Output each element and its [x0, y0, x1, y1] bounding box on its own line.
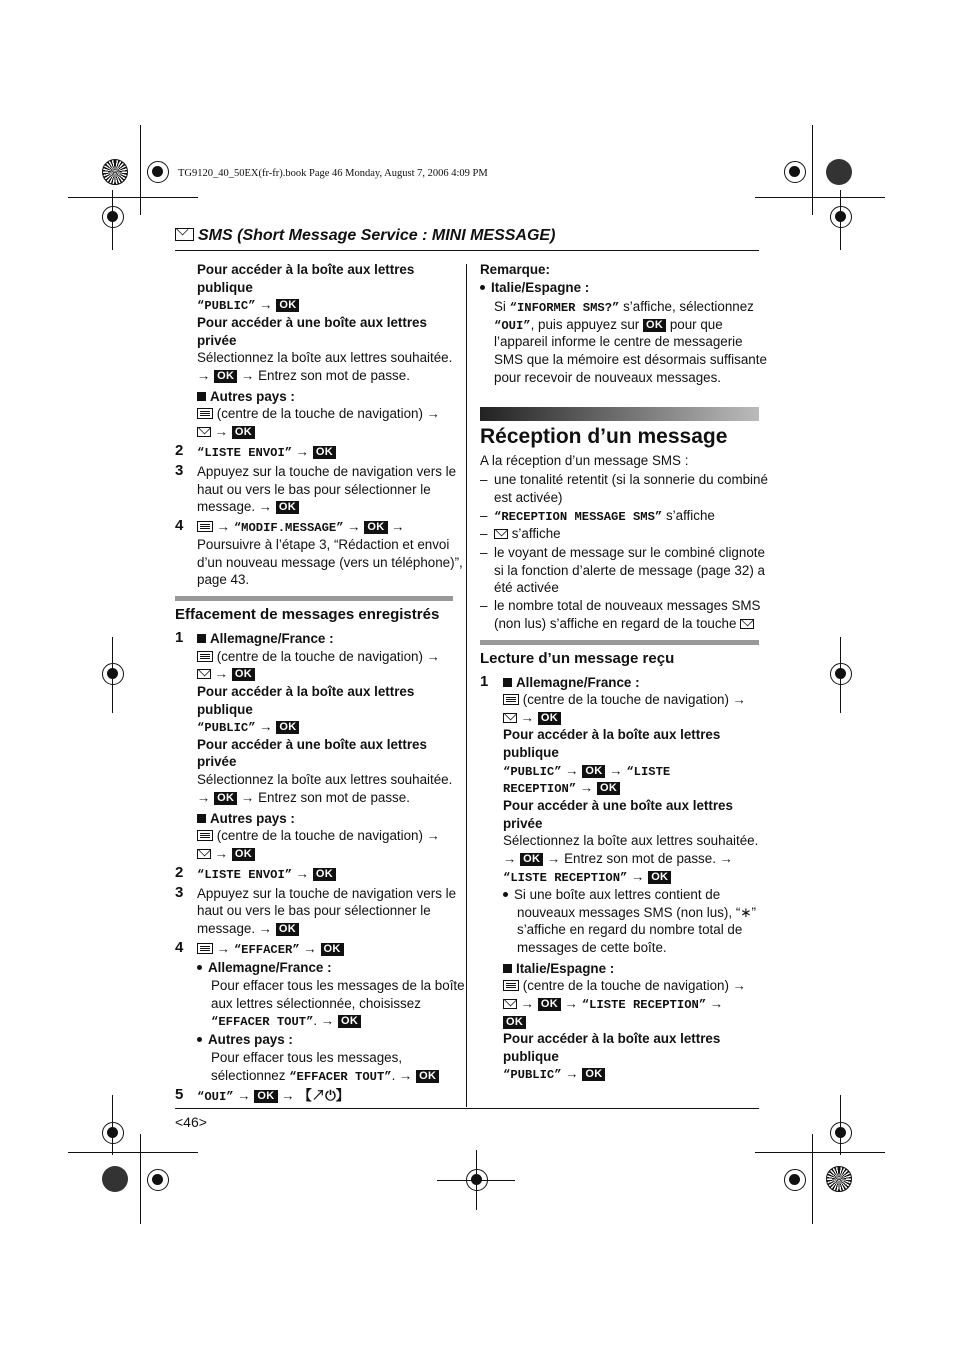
effacer: “EFFACER” — [233, 943, 300, 957]
dash: – — [480, 472, 488, 487]
s-affiche: s’affiche — [665, 508, 715, 523]
dash: – — [480, 526, 488, 541]
priv-access: Pour accéder à une boîte aux lettres — [197, 315, 427, 330]
ok-key: OK — [214, 792, 237, 805]
envelope-icon — [503, 999, 517, 1009]
menu-key-icon — [503, 694, 519, 705]
read-heading: Lecture d’un message reçu — [480, 650, 675, 667]
oui: “OUI” — [494, 319, 531, 333]
nav-center: (centre de la touche de navigation) — [522, 692, 729, 707]
footer-rule — [175, 1108, 759, 1109]
erase-o-b: sélectionnez — [211, 1068, 286, 1083]
step-number: 1 — [175, 629, 184, 646]
step3-a: Appuyez sur la touche de navigation vers le — [197, 464, 457, 479]
step3-a: Appuyez sur la touche de navigation vers le — [197, 886, 457, 901]
erase-o-a: Pour effacer tous les messages, — [211, 1050, 403, 1065]
liste-reception-line: “LISTE RECEPTION” → OK — [503, 868, 671, 887]
ok-key: OK — [276, 501, 299, 514]
crop-mark — [840, 1095, 841, 1155]
step4-line: → “MODIF.MESSAGE” → OK → — [197, 518, 405, 537]
public-liste-line: “PUBLIC” → OK → “LISTE — [503, 763, 671, 779]
enter-pw-line: → OK → Entrez son mot de passe. — [197, 790, 410, 805]
bullet5-b: (non lus) s’affiche en regard de la touche — [494, 616, 737, 631]
erase-heading: Effacement de messages enregistrés — [175, 606, 440, 623]
nav-center: (centre de la touche de navigation) — [216, 649, 423, 664]
pub-access: Pour accéder à la boîte aux lettres — [197, 684, 415, 699]
public-line: “PUBLIC” → OK — [197, 296, 299, 315]
italy-spain: Italie/Espagne : — [491, 280, 590, 295]
erase-gf-a: Pour effacer tous les messages de la boîte — [211, 978, 465, 993]
crosshair-icon — [784, 161, 806, 183]
nav-center-line: (centre de la touche de navigation) → — [503, 977, 746, 995]
ok-key: OK — [313, 868, 336, 881]
step2-line: “LISTE ENVOI” → OK — [197, 443, 336, 462]
ok-key: OK — [276, 923, 299, 936]
menu-key-icon — [197, 830, 213, 841]
star-c: s’affiche en regard du nombre total de — [517, 922, 743, 937]
menu-key-icon — [197, 943, 213, 954]
env-ok-line: → OK — [197, 845, 255, 863]
square-bullet-icon — [197, 392, 206, 401]
public-line: “PUBLIC” → OK — [503, 1065, 605, 1084]
crop-mark — [840, 637, 841, 713]
step-number: 2 — [175, 442, 184, 459]
ok-key: OK — [338, 1015, 361, 1028]
remark: Remarque: — [480, 262, 550, 277]
step-number: 2 — [175, 864, 184, 881]
remark-line-1 — [494, 298, 754, 317]
priv-access-2: privée — [197, 754, 237, 769]
public-label: “PUBLIC” — [197, 721, 256, 735]
liste-reception: “LISTE RECEPTION” — [581, 998, 707, 1012]
square-bullet-icon — [503, 964, 512, 973]
ok-key: OK — [276, 721, 299, 734]
bullet-icon — [480, 285, 485, 290]
star-a: Si une boîte aux lettres contient de — [514, 887, 721, 902]
square-bullet-icon — [197, 814, 206, 823]
enter-pw: Entrez son mot de passe. — [258, 790, 410, 805]
remark-d: l’appareil informe le centre de messagerie — [494, 334, 743, 349]
dash: – — [480, 508, 488, 523]
step3-c-line: message. → OK — [197, 498, 299, 516]
other-bullet-line — [197, 1031, 293, 1049]
effacer-tout-line: “EFFACER TOUT”. → OK — [211, 1012, 361, 1031]
liste-envoi: “LISTE ENVOI” — [197, 446, 293, 460]
bullet5-a: le nombre total de nouveaux messages SMS — [494, 598, 761, 613]
bullet4-b: si la fonction d’alerte de message (page 32) a — [494, 563, 765, 578]
bullet1-a: une tonalité retentit (si la sonnerie du combiné — [494, 472, 768, 487]
enter-pw: Entrez son mot de passe. — [258, 368, 410, 383]
crosshair-icon — [830, 663, 852, 685]
star-b: nouveaux messages SMS (non lus), “ — [517, 905, 741, 920]
envelope-icon — [197, 849, 211, 859]
crop-mark — [812, 1134, 813, 1224]
pub-access: Pour accéder à la boîte aux lettres — [503, 1031, 721, 1046]
enter-pw-line: → OK → Entrez son mot de passe. → — [503, 851, 734, 866]
dash: – — [480, 598, 488, 613]
italy-spain-line — [480, 279, 589, 297]
other-countries: Autres pays : — [210, 389, 295, 404]
public-line: “PUBLIC” → OK — [197, 718, 299, 737]
crosshair-icon — [102, 206, 124, 228]
envelope-icon — [197, 427, 211, 437]
ok-key: OK — [364, 521, 387, 534]
nav-center: (centre de la touche de navigation) — [216, 406, 423, 421]
registration-dark-circle-icon — [826, 159, 852, 185]
ok-key: OK — [643, 319, 666, 332]
remark-b: , puis appuyez sur — [530, 317, 640, 332]
germany-france: Allemagne/France : — [516, 675, 640, 690]
crop-mark — [755, 197, 885, 198]
step3-b: haut ou vers le bas pour sélectionner le — [197, 482, 431, 497]
ok-key: OK — [321, 943, 344, 956]
crop-mark — [68, 1152, 198, 1153]
reception: RECEPTION” — [503, 782, 577, 796]
remark-e: SMS que la mémoire est désormais suffisante — [494, 352, 767, 367]
crop-mark — [68, 197, 198, 198]
crosshair-icon — [147, 1169, 169, 1191]
ok-key: OK — [313, 446, 336, 459]
public-label: “PUBLIC” — [503, 765, 562, 779]
remark-si: Si — [494, 299, 506, 314]
reception-message-sms: “RECEPTION MESSAGE SMS” — [494, 510, 663, 524]
book-header: TG9120_40_50EX(fr-fr).book Page 46 Monday, August 7, 2006 4:09 PM — [178, 168, 488, 179]
step-number: 4 — [175, 939, 184, 956]
remark-c: pour que — [669, 317, 723, 332]
section-bar — [175, 596, 453, 601]
pub-access: Pour accéder à la boîte aux lettres — [197, 262, 415, 277]
page-number: <46> — [175, 1114, 207, 1130]
liste: “LISTE — [626, 765, 671, 779]
registration-rosette-icon — [102, 159, 128, 185]
select-mailbox: Sélectionnez la boîte aux lettres souhaitée. — [503, 833, 759, 848]
ok-key: OK — [582, 765, 605, 778]
step4-line: → “EFFACER” → OK — [197, 940, 344, 959]
germany-france-line — [503, 674, 640, 692]
ok-key: OK — [538, 998, 561, 1011]
bullet5-b-line — [494, 615, 754, 633]
star-a-line — [503, 886, 720, 904]
star-b-line: nouveaux messages SMS (non lus), “∗” — [517, 905, 756, 920]
registration-rosette-icon — [826, 1166, 852, 1192]
priv-access: Pour accéder à une boîte aux lettres — [197, 737, 427, 752]
bullet3-line — [494, 525, 561, 543]
ok-key: OK — [232, 426, 255, 439]
crosshair-icon — [830, 1122, 852, 1144]
bullet-icon — [197, 965, 202, 970]
step-number: 5 — [175, 1086, 184, 1103]
italy-spain: Italie/Espagne : — [516, 961, 615, 976]
reception-ok-line: RECEPTION” → OK — [503, 779, 620, 798]
crosshair-icon — [784, 1169, 806, 1191]
oui: “OUI” — [197, 1090, 234, 1104]
germany-france: Allemagne/France : — [208, 960, 332, 975]
envelope-icon — [494, 529, 508, 539]
step-number: 4 — [175, 517, 184, 534]
env-ok-line: → OK — [197, 423, 255, 441]
priv-access: Pour accéder à une boîte aux lettres — [503, 798, 733, 813]
star-symbol: ∗ — [740, 905, 752, 920]
menu-key-icon — [197, 651, 213, 662]
enter-pw-line: → OK → Entrez son mot de passe. — [197, 368, 410, 383]
ok-key: OK — [276, 299, 299, 312]
header-rule — [175, 250, 759, 251]
bullet4-a: le voyant de message sur le combiné clignote — [494, 545, 765, 560]
reception-intro: A la réception d’un message SMS : — [480, 453, 689, 468]
step-number: 1 — [480, 673, 489, 690]
other-countries-line — [197, 388, 295, 406]
priv-access-2: privée — [503, 816, 543, 831]
step2-line: “LISTE ENVOI” → OK — [197, 865, 336, 884]
section-title: SMS (Short Message Service : MINI MESSAGE) — [175, 227, 555, 245]
title-gradient-bar — [480, 407, 759, 421]
crop-mark — [755, 1152, 885, 1153]
ok-key: OK — [232, 848, 255, 861]
step3-c: message. — [197, 499, 256, 514]
nav-center: (centre de la touche de navigation) — [522, 978, 729, 993]
gf-bullet-line — [197, 959, 332, 977]
other-countries: Autres pays : — [208, 1032, 293, 1047]
select-mailbox: Sélectionnez la boîte aux lettres souhaitée. — [197, 772, 453, 787]
env-ok-line: → OK — [503, 709, 561, 727]
ok-key: OK — [254, 1090, 277, 1103]
step4-b: d’un nouveau message (vers un téléphone)”, — [197, 555, 463, 570]
pub-access-2: publique — [197, 280, 253, 295]
public-label: “PUBLIC” — [197, 299, 256, 313]
bullet-icon — [503, 892, 508, 897]
off-key-icon: 【↗⏻】 — [298, 1088, 350, 1103]
erase-gf-b: aux lettres sélectionnée, choisissez — [211, 996, 421, 1011]
nav-center-line: (centre de la touche de navigation) → — [197, 648, 440, 666]
crop-mark — [140, 1134, 141, 1224]
envelope-icon — [175, 228, 194, 241]
crosshair-icon — [830, 206, 852, 228]
germany-france-line — [197, 630, 334, 648]
remark-a: s’affiche, sélectionnez — [623, 299, 754, 314]
crop-mark — [476, 1150, 477, 1210]
bullet1-b: est activée) — [494, 490, 563, 505]
ok-key: OK — [416, 1070, 439, 1083]
remark-f: pour recevoir de nouveaux messages. — [494, 370, 722, 385]
registration-dark-circle-icon — [102, 1166, 128, 1192]
ok-key: OK — [597, 782, 620, 795]
germany-france: Allemagne/France : — [210, 631, 334, 646]
nav-center-line: (centre de la touche de navigation) → — [503, 691, 746, 709]
liste-envoi: “LISTE ENVOI” — [197, 868, 293, 882]
effacer-tout: “EFFACER TOUT” — [289, 1070, 392, 1084]
pub-access-2: publique — [197, 702, 253, 717]
nav-center-line: (centre de la touche de navigation) → — [197, 405, 440, 423]
informer-sms: “INFORMER SMS?” — [509, 301, 620, 315]
bullet4-c: été activée — [494, 580, 559, 595]
ok-key: OK — [214, 370, 237, 383]
dash: – — [480, 545, 488, 560]
section-bar — [480, 640, 759, 645]
menu-key-icon — [503, 980, 519, 991]
crop-mark — [812, 125, 813, 215]
envelope-icon — [740, 619, 754, 629]
crosshair-icon — [102, 1122, 124, 1144]
other-countries: Autres pays : — [210, 811, 295, 826]
nav-center-line: (centre de la touche de navigation) → — [197, 827, 440, 845]
bullet2-line — [494, 507, 715, 526]
ok-key: OK — [503, 1016, 526, 1029]
italy-spain-line — [503, 960, 614, 978]
menu-key-icon — [197, 408, 213, 419]
modif-message: “MODIF.MESSAGE” — [233, 521, 344, 535]
crop-mark — [112, 637, 113, 713]
env-ok-line: → OK — [197, 665, 255, 683]
step3-b: haut ou vers le bas pour sélectionner le — [197, 903, 431, 918]
enter-pw: Entrez son mot de passe. — [564, 851, 716, 866]
select-mailbox: Sélectionnez la boîte aux lettres souhaitée. — [197, 350, 453, 365]
other-countries-line — [197, 810, 295, 828]
pub-access-2: publique — [503, 745, 559, 760]
ok-key: OK — [520, 853, 543, 866]
step3-c: message. — [197, 921, 256, 936]
envelope-icon — [503, 713, 517, 723]
column-divider — [466, 264, 467, 1107]
crop-mark — [840, 190, 841, 250]
erase-o-b-line: sélectionnez “EFFACER TOUT”. → OK — [211, 1067, 439, 1086]
crosshair-icon — [147, 161, 169, 183]
reception-title: Réception d’un message — [480, 425, 728, 448]
step-number: 3 — [175, 884, 184, 901]
square-bullet-icon — [197, 634, 206, 643]
public-label: “PUBLIC” — [503, 1068, 562, 1082]
ok-key: OK — [232, 668, 255, 681]
square-bullet-icon — [503, 678, 512, 687]
ok-line — [503, 1013, 526, 1031]
pub-access: Pour accéder à la boîte aux lettres — [503, 727, 721, 742]
ok-key: OK — [582, 1068, 605, 1081]
step4-c: page 43. — [197, 572, 250, 587]
pub-access-2: publique — [503, 1049, 559, 1064]
nav-center: (centre de la touche de navigation) — [216, 828, 423, 843]
effacer-tout: “EFFACER TOUT” — [211, 1015, 314, 1029]
step5-line: “OUI” → OK → 【↗⏻】 — [197, 1088, 350, 1104]
step3-c-line: message. → OK — [197, 920, 299, 938]
crosshair-icon — [102, 663, 124, 685]
bullet-icon — [197, 1037, 202, 1042]
s-affiche: s’affiche — [511, 526, 561, 541]
priv-access-2: privée — [197, 333, 237, 348]
crop-mark — [112, 190, 113, 250]
env-liste-line: → OK → “LISTE RECEPTION” → — [503, 995, 723, 1014]
menu-key-icon — [197, 521, 213, 532]
step-number: 3 — [175, 462, 184, 479]
step4-a: Poursuivre à l’étape 3, “Rédaction et envoi — [197, 537, 450, 552]
star-d: messages de cette boîte. — [517, 940, 667, 955]
crop-mark — [140, 125, 141, 215]
liste-reception: “LISTE RECEPTION” — [503, 871, 628, 885]
ok-key: OK — [538, 712, 561, 725]
envelope-icon — [197, 669, 211, 679]
crop-mark — [112, 1095, 113, 1155]
ok-key: OK — [648, 871, 671, 884]
